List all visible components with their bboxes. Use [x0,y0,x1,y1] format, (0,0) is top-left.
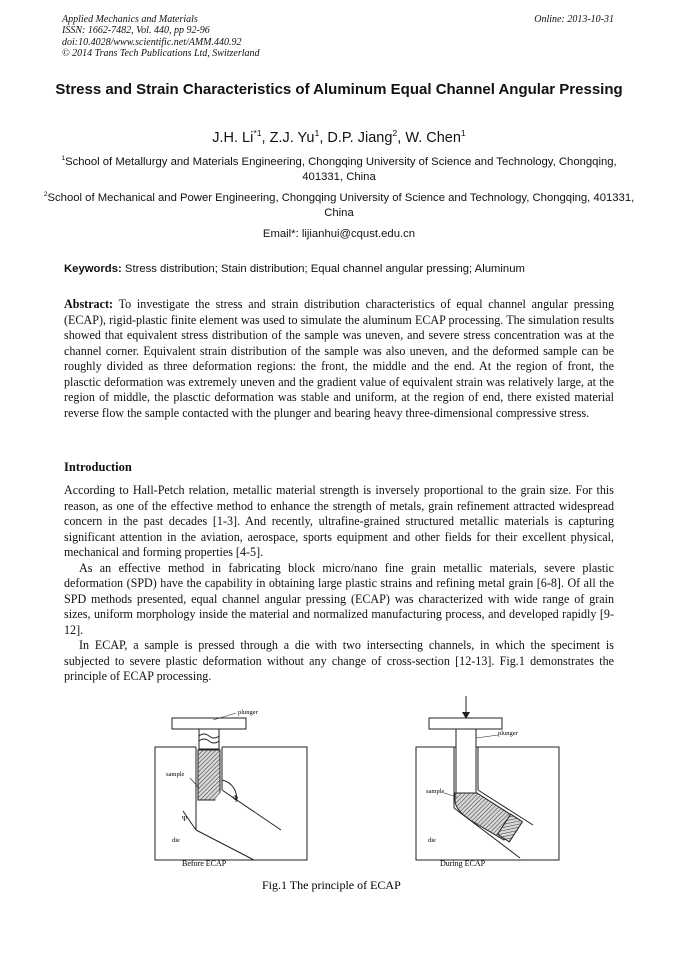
before-ecap-caption: Before ECAP [182,859,227,868]
intro-paragraph-1: According to Hall-Petch relation, metallic material strength is inversely proportional to the grain size. For this reason, as one of the effective method to enhance the strength of metals, grain refinement attracted widespread concern in the past decades [1-3]. And recently, ultrafine-grained structured metallic materials is capturing significant attention in the aviation, aerospace, sports equipment and other fields for their excellent physical, mechanical and forming properties [4-5]. [64,483,614,559]
psi-label: Ψ [182,815,188,823]
author-name: W. Chen [405,130,461,146]
plunger-head [429,718,502,729]
sample-label: sample [426,788,445,795]
keywords-label: Keywords: [64,263,122,275]
doi-line: doi:10.4028/www.scientific.net/AMM.440.92 [62,36,242,48]
plunger-head [172,718,246,729]
affiliation-1: $^1$School of Metallurgy and Materials Engineering, Chongqing University of Science and Technology, Chongqing, 401331, China [61,155,617,183]
abstract [64,297,614,421]
sample [198,750,220,800]
online-date: Online: 2013-10-31 [534,14,614,25]
during-ecap-caption: During ECAP [440,859,486,868]
keywords-text: Stress distribution; Stain distribution; Equal channel angular pressing; Aluminum [124,263,525,275]
journal-meta [62,14,260,60]
section-heading-introduction: Introduction [64,460,132,474]
plunger-label: plunger [238,709,258,716]
author-sup: *1 [253,128,262,139]
intro-paragraph-3: In ECAP, a sample is pressed through a die with two intersecting channels, in which the speciment is subjected to severe plastic deformation without any change of cross-section [12-13]. Fig.1 demonstrates the principle of ECAP processing. [64,638,614,683]
keywords [64,263,616,275]
during-ecap-diagram [416,696,559,868]
copyright-line: © 2014 Trans Tech Publications Ltd, Switzerland [62,48,260,60]
figure-1 [0,690,678,895]
sample-label: sample [166,771,185,778]
phi-label: Φ [233,794,239,802]
author-sup: 1 [460,128,466,139]
plunger-rod [456,729,476,799]
issn-line: ISSN: 1662-7482, Vol. 440, pp 92-96 [62,25,210,37]
intro-body [64,483,614,685]
paper-title: Stress and Strain Characteristics of Aluminum Equal Channel Angular Pressing [55,81,623,98]
author-name: D.P. Jiang [327,130,393,146]
abstract-text: To investigate the stress and strain distribution characteristics of equal channel angular pressing (ECAP), rigid-plastic finite element was used to simulate the aluminum ECAP processing. The simulation results showed that equivalent stress distribution of the sample was uneven, and severe stress concentration was at the channel corner. Equivalent strain distribution of the sample was also uneven, and the deformed sample can be roughly divided as three deformation regions: the front, the middle and the end. At the region of front, the plasctic deformation was extremely uneven and the gradient value of equivalent strain was relatively large, at the region of middle, the plasctic deformation was stable and uniform, at the region of end, there existed material reverse flow the sample contacted with the plunger and bearing heavy three-dimensional compressive stress. [64,297,614,420]
author-list: J.H. Li$^{*1}$, Z.J. Yu$^1$, D.P. Jiang$^2$, W. Chen$^1$ [212,128,466,146]
die-label: die [428,837,436,844]
affiliation-2: $^2$School of Mechanical and Power Engineering, Chongqing University of Science and Technology, Chongqing, 401331, China [43,191,635,219]
email-line: Email*: lijianhui@cqust.edu.cn [262,228,416,240]
plunger-label: plunger [498,730,518,737]
author-name: J.H. Li [212,130,254,146]
die-label: die [172,837,180,844]
intro-paragraph-2: As an effective method in fabricating block micro/nano fine grain metallic materials, severe plastic deformation (SPD) have the capability in obtaining large plastic strains and refining metal grain [6-8]. Of all the SPD methods presented, equal channel angular pressing (ECAP) was characterized with wide range of grain sizes, uniform morphology inside the material and normalized manufacturing process, and developed rapidly [9-12]. [64,560,614,637]
journal-name: Applied Mechanics and Materials [62,14,198,25]
before-ecap-diagram [155,709,307,868]
author-sup: 1 [314,128,320,139]
author-name: Z.J. Yu [269,130,315,146]
abstract-label: Abstract: [64,297,114,311]
figure-caption: Fig.1 The principle of ECAP [262,878,401,892]
author-sup: 2 [392,128,398,139]
